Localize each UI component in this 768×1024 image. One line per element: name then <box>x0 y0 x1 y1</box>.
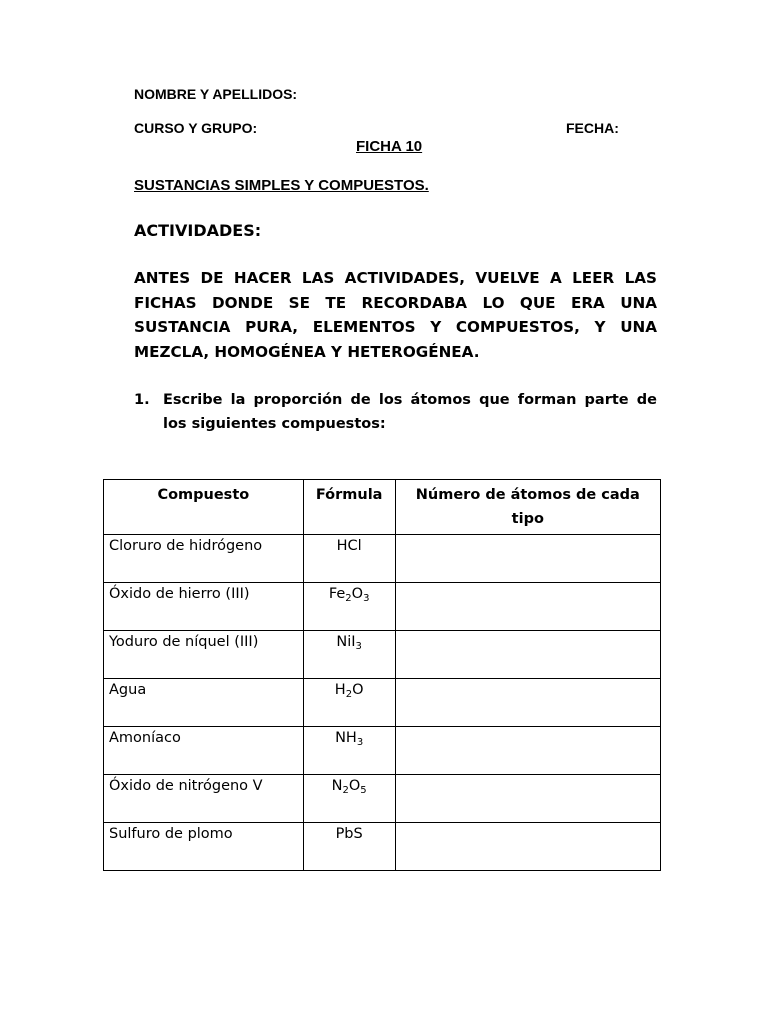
compound-formula <box>303 679 395 727</box>
name-label: NOMBRE Y APELLIDOS: <box>134 86 298 102</box>
compound-name: Óxido de hierro (III) <box>104 583 304 631</box>
compound-name: Óxido de nitrógeno V <box>104 775 304 823</box>
formula-symbol: N <box>331 778 343 794</box>
formula-subscript: 3 <box>356 737 364 748</box>
formula-symbol: PbS <box>335 826 363 842</box>
table-row <box>104 679 661 727</box>
formula-subscript: 2 <box>345 593 352 604</box>
compound-name: Agua <box>104 679 304 727</box>
header-atoms: Número de átomos de cada tipo <box>395 480 660 535</box>
atoms-answer-cell[interactable] <box>395 583 660 631</box>
formula-subscript: 2 <box>342 785 349 796</box>
compound-name: Yoduro de níquel (III) <box>104 631 304 679</box>
table-row <box>104 775 661 823</box>
formula-subscript: 2 <box>345 689 353 700</box>
compound-formula <box>303 631 395 679</box>
compound-formula <box>303 727 395 775</box>
question-number: 1. <box>134 392 150 408</box>
formula-symbol: H <box>334 682 346 698</box>
formula-symbol: NH <box>335 730 357 746</box>
date-label: FECHA: <box>566 120 619 136</box>
formula-symbol: O <box>351 586 364 602</box>
formula-symbol: NiI <box>336 634 356 650</box>
compound-formula <box>303 775 395 823</box>
table-row <box>104 583 661 631</box>
compounds-table <box>103 479 661 871</box>
atoms-answer-cell[interactable] <box>395 823 660 871</box>
course-label: CURSO Y GRUPO: <box>134 120 258 136</box>
worksheet-title: FICHA 10 <box>356 138 423 155</box>
atoms-answer-cell[interactable] <box>395 775 660 823</box>
compound-name: Cloruro de hidrógeno <box>104 535 304 583</box>
worksheet-subtitle: SUSTANCIAS SIMPLES Y COMPUESTOS. <box>134 177 429 194</box>
compound-formula <box>303 823 395 871</box>
atoms-answer-cell[interactable] <box>395 679 660 727</box>
formula-symbol: Fe <box>328 586 346 602</box>
header-compound: Compuesto <box>104 480 304 535</box>
compound-formula <box>303 535 395 583</box>
table-row <box>104 823 661 871</box>
table-header-row <box>104 480 661 535</box>
table-row <box>104 535 661 583</box>
compound-name: Amoníaco <box>104 727 304 775</box>
atoms-answer-cell[interactable] <box>395 631 660 679</box>
atoms-answer-cell[interactable] <box>395 535 660 583</box>
formula-subscript: 5 <box>360 785 367 796</box>
table-row <box>104 727 661 775</box>
header-formula: Fórmula <box>303 480 395 535</box>
formula-symbol: O <box>348 778 361 794</box>
compound-name: Sulfuro de plomo <box>104 823 304 871</box>
formula-subscript: 3 <box>355 641 362 652</box>
question-1 <box>134 388 657 436</box>
table-row <box>104 631 661 679</box>
formula-symbol: O <box>352 682 364 698</box>
activities-heading: ACTIVIDADES: <box>134 221 262 240</box>
formula-symbol: HCl <box>336 538 362 554</box>
atoms-answer-cell[interactable] <box>395 727 660 775</box>
formula-subscript: 3 <box>363 593 370 604</box>
question-text: Escribe la proporción de los átomos que forman parte de los siguientes compuestos: <box>163 392 657 432</box>
compound-formula <box>303 583 395 631</box>
intro-paragraph: ANTES DE HACER LAS ACTIVIDADES, VUELVE A LEER LAS FICHAS DONDE SE TE RECORDABA LO QUE ERA UNA SUSTANCIA PURA, ELEMENTOS Y COMPUESTOS, Y UNA MEZCLA, HOMOGÉNEA Y HETEROGÉNEA. <box>134 269 657 361</box>
